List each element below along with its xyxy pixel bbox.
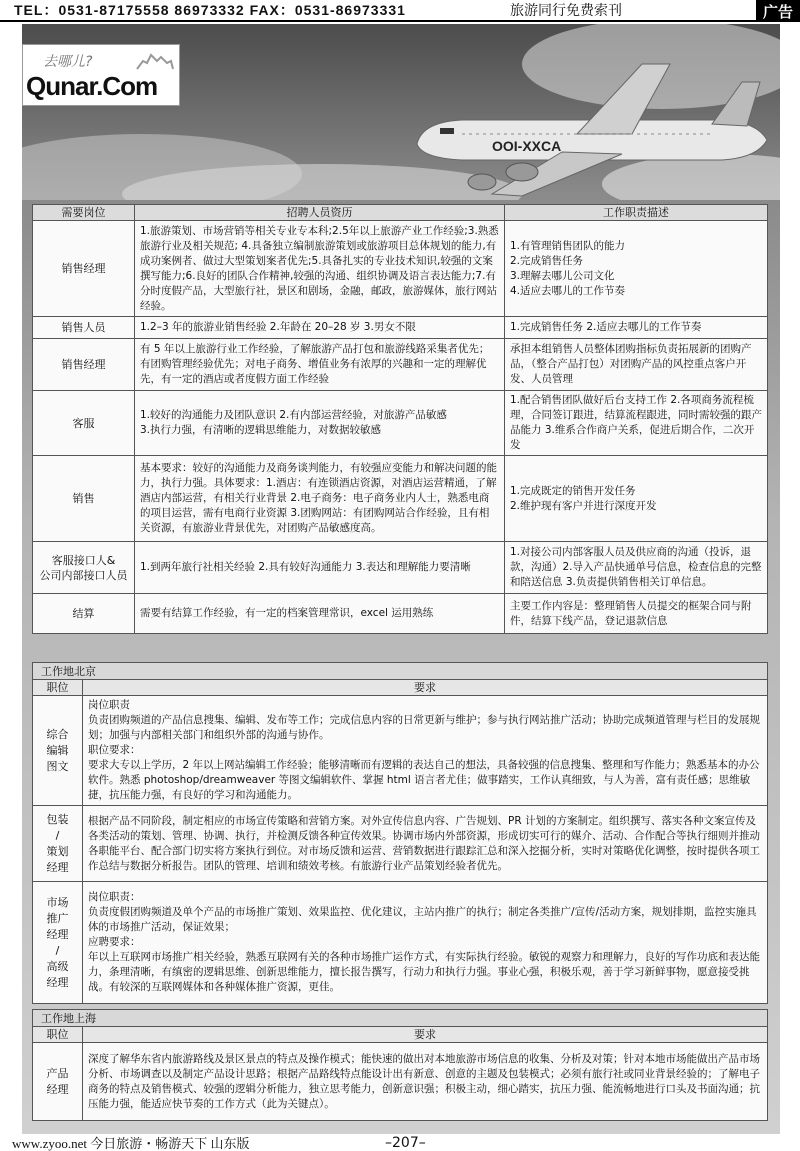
row-position: 综合 编辑 图文 [33,696,83,806]
row-duties: 承担本组销售人员整体团购指标负责拓展新的团购产品，（整合产品打包）对团购产品的风控重点客户开发、人员管理 [505,339,768,391]
row-duties: 主要工作内容是：整理销售人员提交的框架合同与附件，结算下线产品，登记退款信息 [505,594,768,634]
row-requirements: 岗位职责 负责团购频道的产品信息搜集、编辑、发布等工作；完成信息内容的日常更新与维护；参与执行网站推广活动；协助完成频道管理与栏目的发展规划；加强与内部相关部门和组织外部的沟通与协作。 职位要求： 要求大专以上学历，2 年以上网站编辑工作经验；能够清晰而有逻辑的表达自己的想法，具备较强的信息搜集、整理和写作能力；熟悉基本的办公软件。熟悉 photoshop/dreamweaver 等图文编辑软件、掌握 html 语言者尤佳；做事踏实，工作认真细致，与人为善，富有责任感；思维敏捷，抗压能力强，有良好的学习和沟通能力。 [83,696,768,806]
row-requirements: 1.到两年旅行社相关经验 2.具有较好沟通能力 3.表达和理解能力要清晰 [135,542,505,594]
shanghai-title: 工作地上海 [33,1010,768,1027]
row-position: 客服 [33,391,135,456]
row-duties: 1.完成既定的销售开发任务 2.维护现有客户并进行深度开发 [505,456,768,542]
row-position: 市场 推广 经理 / 高级 经理 [33,882,83,1004]
logo-en: Qunar.Com [26,71,158,101]
tagline: 旅游同行免费索刊 [510,3,622,19]
page-number: –207– [385,1134,426,1151]
row-requirements: 需要有结算工作经验，有一定的档案管理常识，excel 运用熟练 [135,594,505,634]
row-position: 包装 / 策划 经理 [33,806,83,882]
page-footer [0,1134,800,1151]
row-duties: 1.配合销售团队做好后台支持工作 2.各项商务流程梳理，合同签订跟进，结算流程跟进，同时需较强的跟产品能力 3.维系合作商户关系，促进后期合作，二次开发 [505,391,768,456]
col-requirements: 要求 [83,1027,768,1043]
shanghai-table [32,1009,768,1121]
beijing-title: 工作地北京 [33,663,768,680]
top-bar [0,0,800,22]
table-row [33,221,768,317]
col-requirements: 要求 [83,680,768,696]
row-position: 销售经理 [33,339,135,391]
row-requirements: 有 5 年以上旅游行业工作经验，了解旅游产品打包和旅游线路采集者优先；有团购管理经验优先；对电子商务、增值业务有浓厚的兴趣和一定的理解优先，有一定的酒店或者度假方面工作经验 [135,339,505,391]
table-row [33,594,768,634]
row-requirements: 1.旅游策划、市场营销等相关专业专本科;2.5年以上旅游产业工作经验;3.熟悉旅游行业及相关规范; 4.具备独立编制旅游策划或旅游项目总体规划的能力,有成功案例者、做过大型策划案者优先;5.具备扎实的专业技术知识,较强的文案撰写能力;6.良好的团队合作精神,较强的沟通、组织协调及语言表达能力;7.有分时度假产品，大型旅行社，景区和剧场，金融，邮政，旅游媒体，旅行网站经验。 [135,221,505,317]
row-position: 客服接口人& 公司内部接口人员 [33,542,135,594]
col-requirements: 招聘人员资历 [135,205,505,221]
row-duties: 1.对接公司内部客服人员及供应商的沟通（投诉，退款，沟通）2.导入产品快通单号信息，检查信息的完整和陪送信息 3.负责提供销售相关订单信息。 [505,542,768,594]
col-position: 职位 [33,680,83,696]
table-row [33,542,768,594]
row-requirements: 基本要求：较好的沟通能力及商务谈判能力，有较强应变能力和解决问题的能力，执行力强。具体要求：1.酒店：有连锁酒店资源，对酒店运营精通，了解酒店内部运营，有相关行业背景 2.电子商务：电子商务业内人士，熟悉电商的项目运营，需有电商行业资源 3.团购网站：有团购网站合作经验，且有相关资源，有旅游业背景优先，对团购产品敏感度高。 [135,456,505,542]
table-row [33,806,768,882]
col-position: 需要岗位 [33,205,135,221]
table-row [33,317,768,339]
row-position: 销售 [33,456,135,542]
table-row [33,1043,768,1121]
recruitment-table [32,204,768,634]
row-requirements: 岗位职责： 负责度假团购频道及单个产品的市场推广策划、效果监控、优化建议，主站内推广的执行；制定各类推广/宣传/活动方案，规划排期，监控实施具体的市场推广活动，保证效果； 应聘要求： 年以上互联网市场推广相关经验，熟悉互联网有关的各种市场推广运作方式，有实际执行经验。敏锐的观察力和理解力，良好的写作功底和表达能力，条理清晰，有缜密的逻辑思维、创新思维能力，擅长报告撰写，行动力和执行力强。事业心强，积极乐观，善于学习新鲜事物，愿意接受挑战。有较深的互联网媒体和各种媒体推广资源，更佳。 [83,882,768,1004]
row-duties: 1.有管理销售团队的能力 2.完成销售任务 3.理解去哪儿公司文化 4.适应去哪儿的工作节奏 [505,221,768,317]
row-requirements: 深度了解华东省内旅游路线及景区景点的特点及操作模式；能快速的做出对本地旅游市场信息的收集、分析及对策；针对本地市场能做出产品市场分析、市场调查以及制定产品设计思路；根据产品路线特点能设计出有新意、创意的主题及包装模式；必须有旅行社或同业背景经验的；了解电子商务的特点及销售模式、较强的逻辑分析能力，独立思考能力，创新意识强；积极主动，细心踏实，抗压力强、能流畅地进行口头及书面沟通；抗压能力强，能适应快节奏的工作方式（此为关键点）。 [83,1043,768,1121]
table-row [33,696,768,806]
row-position: 结算 [33,594,135,634]
table-header [33,205,768,221]
row-requirements: 根据产品不同阶段，制定相应的市场宣传策略和营销方案。对外宣传信息内容、广告规划、PR 计划的方案制定。组织撰写、落实各种文案宣传及各类活动的策划、管理、协调、执行，并检测反馈各种宣传效果。协调市场内外部资源，形成切实可行的媒介、活动、合作配合等执行细则并推动各职能平台、配合部门切实将方案执行到位。对市场反馈和运营、营销数据进行跟踪汇总和深入挖掘分析，实时对策略优化调整，按时提供各项工作总结与数据分析报告。团队的管理、培训和绩效考核。有旅游行业产品策划经验者优先。 [83,806,768,882]
table-row [33,339,768,391]
ad-label: 广告 [756,0,800,22]
table-row [33,456,768,542]
beijing-table [32,662,768,1004]
hero-banner [22,24,780,200]
plane-livery: OOI-XXCA [492,138,562,154]
footer-site: www.zyoo.net 今日旅游・畅游天下 山东版 [12,1136,250,1151]
col-position: 职位 [33,1027,83,1043]
camel-icon [135,51,175,73]
row-duties: 1.完成销售任务 2.适应去哪儿的工作节奏 [505,317,768,339]
table-row [33,882,768,1004]
row-requirements: 1.2–3 年的旅游业销售经验 2.年龄在 20–28 岁 3.男女不限 [135,317,505,339]
row-position: 销售经理 [33,221,135,317]
row-position: 销售人员 [33,317,135,339]
logo-cn: 去哪儿? [43,54,93,70]
contact-info: TEL：0531-87175558 86973332 FAX：0531-86973331 [14,2,406,18]
col-duties: 工作职责描述 [505,205,768,221]
qunar-logo [22,44,180,106]
row-position: 产品 经理 [33,1043,83,1121]
row-requirements: 1.较好的沟通能力及团队意识 2.有内部运营经验，对旅游产品敏感 3.执行力强，有清晰的逻辑思维能力，对数据较敏感 [135,391,505,456]
table-row [33,391,768,456]
